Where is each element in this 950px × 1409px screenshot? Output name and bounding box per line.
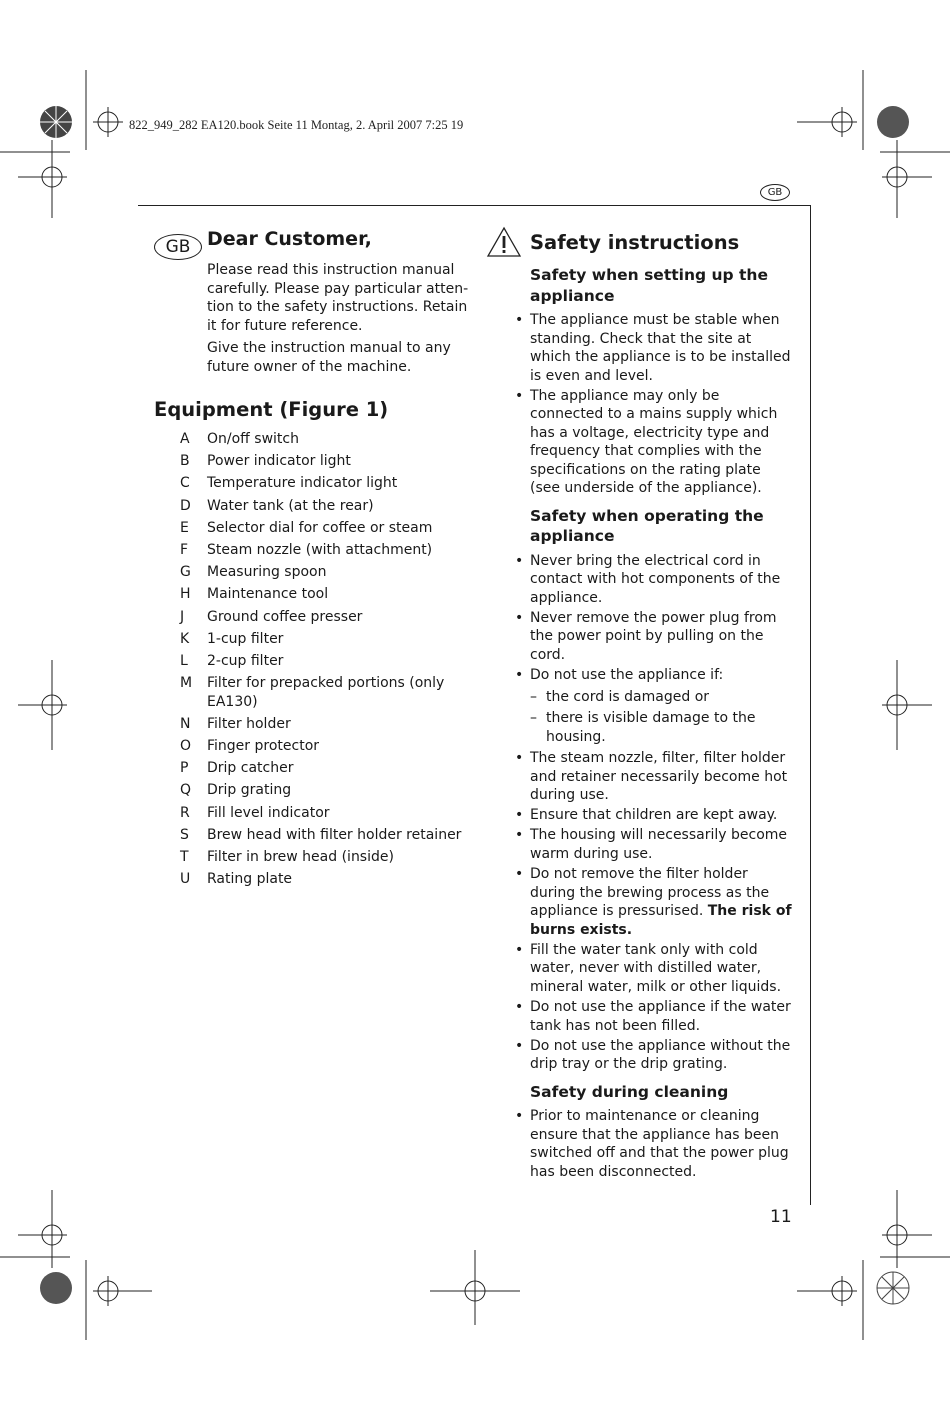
equipment-letter: F xyxy=(180,541,189,558)
equipment-letter: R xyxy=(180,804,190,821)
starburst-target-icon xyxy=(877,106,909,138)
equipment-item xyxy=(180,759,470,778)
equipment-item xyxy=(180,452,470,471)
intro-paragraph-2: Give the instruction manual to any future owner of the machine. xyxy=(207,340,451,375)
safety-content xyxy=(515,265,795,1183)
equipment-letter: P xyxy=(180,760,189,777)
equipment-description: 1-cup filter xyxy=(207,630,284,647)
equipment-item xyxy=(180,652,470,671)
equipment-item xyxy=(180,870,470,889)
equipment-letter: C xyxy=(180,475,190,492)
dear-customer-heading: Dear Customer, xyxy=(207,228,372,250)
equipment-item xyxy=(180,430,470,449)
equipment-letter: E xyxy=(180,519,189,536)
list-item: • The appliance must be stable when standing. Check that the site at which the appliance is to be installed is even and level. xyxy=(515,312,791,384)
equipment-item xyxy=(180,826,470,845)
language-badge: GB xyxy=(154,234,202,260)
intro-paragraph: Please read this instruction manual carefully. Please pay particular atten-tion to the safety instructions. Retain it for future reference. xyxy=(207,262,469,334)
operating-list xyxy=(515,552,795,1074)
operating-subheading: Safety when operating the appliance xyxy=(530,506,764,546)
equipment-letter: N xyxy=(180,715,191,732)
equipment-letter: G xyxy=(180,564,191,581)
equipment-item xyxy=(180,848,470,867)
equipment-list xyxy=(180,430,470,892)
crosshair-icon xyxy=(93,1276,152,1306)
list-item: • Do not use the appliance if the water tank has not been filled. xyxy=(515,999,791,1034)
crosshair-icon xyxy=(797,1276,857,1306)
equipment-letter: L xyxy=(180,652,188,669)
crosshair-icon xyxy=(882,660,932,750)
list-item: • Never remove the power plug from the power point by pulling on the cord. xyxy=(515,609,777,663)
list-item: • Ensure that children are kept away. xyxy=(515,807,778,824)
equipment-description: Fill level indicator xyxy=(207,804,330,821)
equipment-description: Measuring spoon xyxy=(207,564,327,581)
equipment-letter: U xyxy=(180,871,191,888)
equipment-item xyxy=(180,674,470,711)
equipment-description: Drip catcher xyxy=(207,760,294,777)
starburst-target-icon xyxy=(40,1272,72,1304)
equipment-item xyxy=(180,781,470,800)
top-rule xyxy=(138,205,811,206)
starburst-target-icon xyxy=(40,106,72,138)
equipment-description: 2-cup filter xyxy=(207,652,284,669)
equipment-heading: Equipment (Figure 1) xyxy=(154,398,389,421)
print-header: 822_949_282 EA120.book Seite 11 Montag, 2. April 2007 7:25 19 xyxy=(129,118,464,132)
cleaning-list xyxy=(515,1107,795,1181)
equipment-description: Filter holder xyxy=(207,715,291,732)
list-item: • Fill the water tank only with cold water, never with distilled water, mineral water, milk or other liquids. xyxy=(515,941,782,995)
setup-subheading: Safety when setting up the appliance xyxy=(530,266,768,305)
equipment-description: Power indicator light xyxy=(207,453,351,470)
equipment-item xyxy=(180,474,470,493)
list-item: • The appliance may only be connected to a mains supply which has a voltage, electricity type and frequency that complies with the specifications on the rating plate (see underside of the appliance). xyxy=(515,387,778,497)
equipment-description: Finger protector xyxy=(207,737,320,754)
equipment-letter: Q xyxy=(180,782,192,799)
crosshair-icon xyxy=(882,1190,932,1268)
equipment-description: Temperature indicator light xyxy=(207,475,398,492)
equipment-letter: D xyxy=(180,497,191,514)
equipment-letter: B xyxy=(180,453,190,470)
crosshair-icon xyxy=(93,107,123,137)
equipment-item xyxy=(180,608,470,627)
crosshair-icon xyxy=(18,660,67,750)
equipment-item xyxy=(180,541,470,560)
equipment-letter: T xyxy=(180,848,189,865)
list-item: • Do not use the appliance without the drip tray or the drip grating. xyxy=(515,1037,791,1073)
equipment-description: Drip grating xyxy=(207,782,292,799)
equipment-item xyxy=(180,585,470,604)
sub-list-item: – the cord is damaged or xyxy=(530,688,710,705)
equipment-item xyxy=(180,519,470,538)
crosshair-icon xyxy=(18,1190,67,1268)
equipment-letter: A xyxy=(180,431,190,447)
setup-list xyxy=(515,311,795,498)
equipment-description: Water tank (at the rear) xyxy=(207,497,374,514)
list-item: • Never bring the electrical cord in contact with hot components of the appliance. xyxy=(515,552,781,606)
equipment-description: On/off switch xyxy=(207,431,299,447)
equipment-description: Maintenance tool xyxy=(207,586,329,603)
burn-warning: The risk of burns exists. xyxy=(530,903,792,938)
page-number: 11 xyxy=(770,1207,792,1227)
equipment-item xyxy=(180,715,470,734)
list-item: • The steam nozzle, filter, filter holder and retainer necessarily become hot during use. xyxy=(515,750,788,804)
list-item: • Do not use the appliance if: – the cord is damaged or – there is visible damage to the housing. xyxy=(515,666,795,746)
equipment-description: Filter in brew head (inside) xyxy=(207,848,394,865)
warning-triangle-icon xyxy=(486,226,522,258)
equipment-description: Brew head with filter holder retainer xyxy=(207,826,462,843)
crosshair-icon xyxy=(430,1250,520,1325)
sub-list-item: – there is visible damage to the housing. xyxy=(530,710,756,745)
equipment-description: Filter for prepacked portions (only EA130) xyxy=(207,675,445,710)
equipment-item xyxy=(180,737,470,756)
sub-list xyxy=(530,688,795,747)
equipment-letter: O xyxy=(180,737,192,754)
language-badge-small: GB xyxy=(760,184,790,201)
equipment-letter: S xyxy=(180,826,189,843)
crosshair-icon xyxy=(797,107,857,137)
list-item: • The housing will necessarily become warm during use. xyxy=(515,827,788,862)
equipment-description: Selector dial for coffee or steam xyxy=(207,519,433,536)
equipment-item xyxy=(180,563,470,582)
safety-heading: Safety instructions xyxy=(530,231,740,254)
equipment-item xyxy=(180,497,470,516)
equipment-description: Steam nozzle (with attachment) xyxy=(207,541,433,558)
starburst-target-icon xyxy=(877,1272,909,1304)
cleaning-subheading: Safety during cleaning xyxy=(530,1082,729,1101)
equipment-item xyxy=(180,630,470,649)
equipment-item xyxy=(180,804,470,823)
list-item: • Do not remove the filter holder during the brewing process as the appliance is pressurised. The risk of burns exists. xyxy=(515,866,792,938)
right-rule xyxy=(810,205,811,1205)
equipment-letter: K xyxy=(180,630,190,647)
equipment-letter: M xyxy=(180,675,193,692)
list-item: • Prior to maintenance or cleaning ensure that the appliance has been switched off and that the power plug has been disconnected. xyxy=(515,1108,789,1180)
equipment-description: Ground coffee presser xyxy=(207,608,363,625)
equipment-letter: J xyxy=(180,608,185,625)
equipment-description: Rating plate xyxy=(207,871,293,888)
equipment-letter: H xyxy=(180,586,191,603)
